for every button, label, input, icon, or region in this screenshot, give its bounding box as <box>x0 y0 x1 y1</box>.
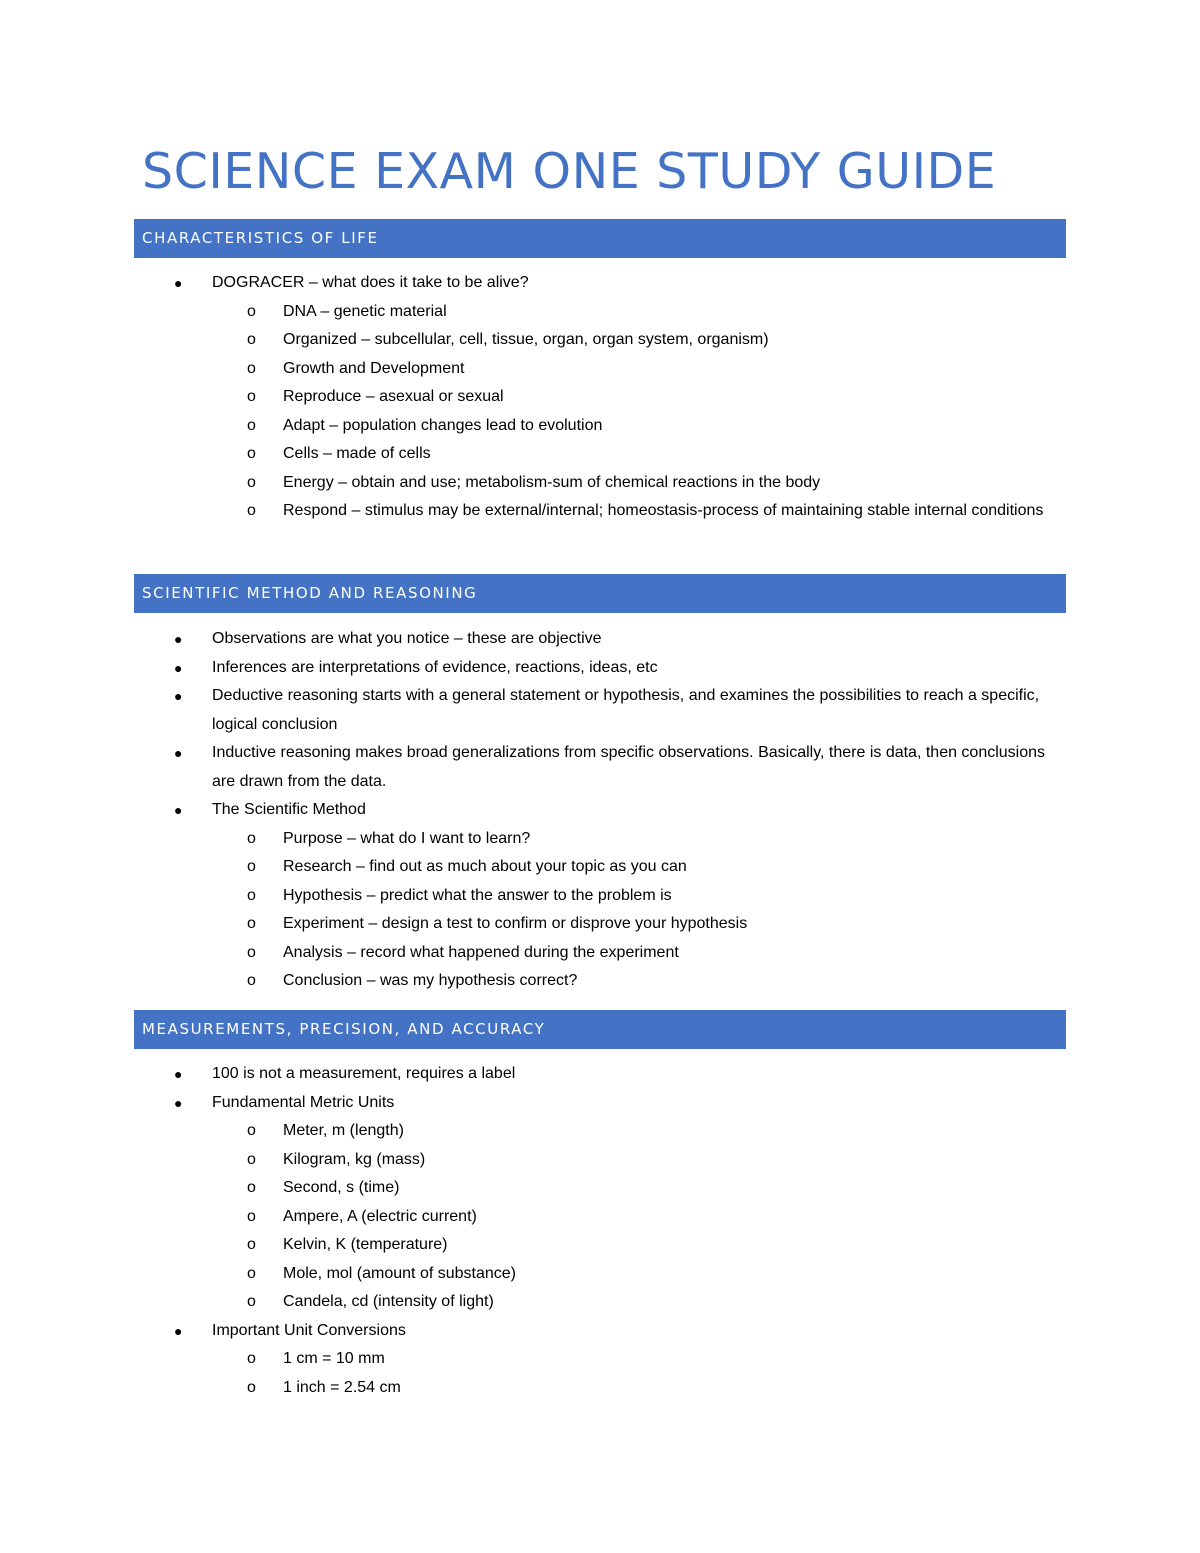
list-item: o Organized – subcellular, cell, tissue, organ, organ system, organism) <box>0 326 1200 355</box>
sub-bullet-icon: o <box>247 1236 256 1253</box>
list-item: ● DOGRACER – what does it take to be alive? <box>0 269 1200 298</box>
sub-bullet-icon: o <box>247 886 256 904</box>
section-heading-label: CHARACTERISTICS OF LIFE <box>142 229 379 247</box>
bullet-icon: ● <box>174 631 183 647</box>
bullet-icon: ● <box>174 688 183 704</box>
bullet-icon: ● <box>174 1066 183 1082</box>
list-item: o Ampere, A (electric current) <box>0 1203 1200 1232</box>
sub-bullet-icon: o <box>247 1293 256 1310</box>
sub-bullet-icon: o <box>247 1264 256 1282</box>
sub-bullet-icon: o <box>247 972 256 989</box>
list-item: o Analysis – record what happened during the experiment <box>0 939 1200 968</box>
list-item: ● Observations are what you notice – these are objective <box>0 625 1200 654</box>
section-heading-label: MEASUREMENTS, PRECISION, AND ACCURACY <box>142 1020 546 1038</box>
section-list-characteristics-of-life <box>0 269 1200 526</box>
sub-bullet-icon: o <box>247 359 256 377</box>
list-item: o Research – find out as much about your topic as you can <box>0 853 1200 882</box>
list-item: o Kilogram, kg (mass) <box>0 1146 1200 1175</box>
sub-bullet-icon: o <box>247 829 256 847</box>
list-item: o Second, s (time) <box>0 1174 1200 1203</box>
bullet-icon: ● <box>174 1322 183 1339</box>
sub-bullet-icon: o <box>247 1179 256 1196</box>
list-item: o 1 inch = 2.54 cm <box>0 1374 1200 1403</box>
sub-bullet-icon: o <box>247 1207 256 1225</box>
list-item: o Purpose – what do I want to learn? <box>0 825 1200 854</box>
list-item: ● Deductive reasoning starts with a general statement or hypothesis, and examines the possibilities to reach a specific, logical conclusion <box>0 682 1200 739</box>
bullet-icon: ● <box>174 745 183 761</box>
sub-bullet-icon: o <box>247 502 256 519</box>
sub-bullet-icon: o <box>247 1350 256 1367</box>
list-item: ● 100 is not a measurement, requires a label <box>0 1060 1200 1089</box>
document-title: SCIENCE EXAM ONE STUDY GUIDE <box>142 143 997 200</box>
sub-bullet-icon: o <box>247 473 256 491</box>
list-item: ● Inductive reasoning makes broad generalizations from specific observations. Basically, there is data, then conclusions are drawn from the data. <box>0 739 1200 796</box>
sub-bullet-icon: o <box>247 943 256 961</box>
list-item: o 1 cm = 10 mm <box>0 1345 1200 1374</box>
section-list-scientific-method <box>0 625 1200 996</box>
list-item: o Kelvin, K (temperature) <box>0 1231 1200 1260</box>
sub-bullet-icon: o <box>247 302 256 320</box>
sub-bullet-icon: o <box>247 858 256 875</box>
list-item: o Meter, m (length) <box>0 1117 1200 1146</box>
section-heading-characteristics-of-life <box>134 219 1066 258</box>
sub-bullet-icon: o <box>247 1150 256 1168</box>
list-item: o Reproduce – asexual or sexual <box>0 383 1200 412</box>
list-item: o Conclusion – was my hypothesis correct? <box>0 967 1200 996</box>
section-list-measurements <box>0 1060 1200 1402</box>
list-item: o Cells – made of cells <box>0 440 1200 469</box>
bullet-icon: ● <box>174 1094 183 1111</box>
list-item: ● Fundamental Metric Units <box>0 1089 1200 1118</box>
list-item: o Growth and Development <box>0 355 1200 384</box>
bullet-icon: ● <box>174 659 183 676</box>
list-item: o Mole, mol (amount of substance) <box>0 1260 1200 1289</box>
list-item: o Energy – obtain and use; metabolism-sum of chemical reactions in the body <box>0 469 1200 498</box>
list-item: ● Important Unit Conversions <box>0 1317 1200 1346</box>
sub-bullet-icon: o <box>247 331 256 348</box>
sub-bullet-icon: o <box>247 1122 256 1139</box>
sub-bullet-icon: o <box>247 416 256 434</box>
list-item: o DNA – genetic material <box>0 298 1200 327</box>
bullet-icon: ● <box>174 802 183 818</box>
list-item: o Respond – stimulus may be external/internal; homeostasis-process of maintaining stable internal conditions <box>0 497 1200 526</box>
section-heading-measurements <box>134 1010 1066 1049</box>
bullet-icon: ● <box>174 275 183 291</box>
sub-bullet-icon: o <box>247 915 256 932</box>
list-item: o Experiment – design a test to confirm or disprove your hypothesis <box>0 910 1200 939</box>
list-item: ● The Scientific Method <box>0 796 1200 825</box>
sub-bullet-icon: o <box>247 445 256 462</box>
sub-bullet-icon: o <box>247 1378 256 1396</box>
section-heading-label: SCIENTIFIC METHOD AND REASONING <box>142 584 478 602</box>
list-item: o Adapt – population changes lead to evolution <box>0 412 1200 441</box>
list-item: ● Inferences are interpretations of evidence, reactions, ideas, etc <box>0 654 1200 683</box>
sub-bullet-icon: o <box>247 388 256 405</box>
list-item: o Candela, cd (intensity of light) <box>0 1288 1200 1317</box>
section-heading-scientific-method <box>134 574 1066 613</box>
list-item: o Hypothesis – predict what the answer to the problem is <box>0 882 1200 911</box>
